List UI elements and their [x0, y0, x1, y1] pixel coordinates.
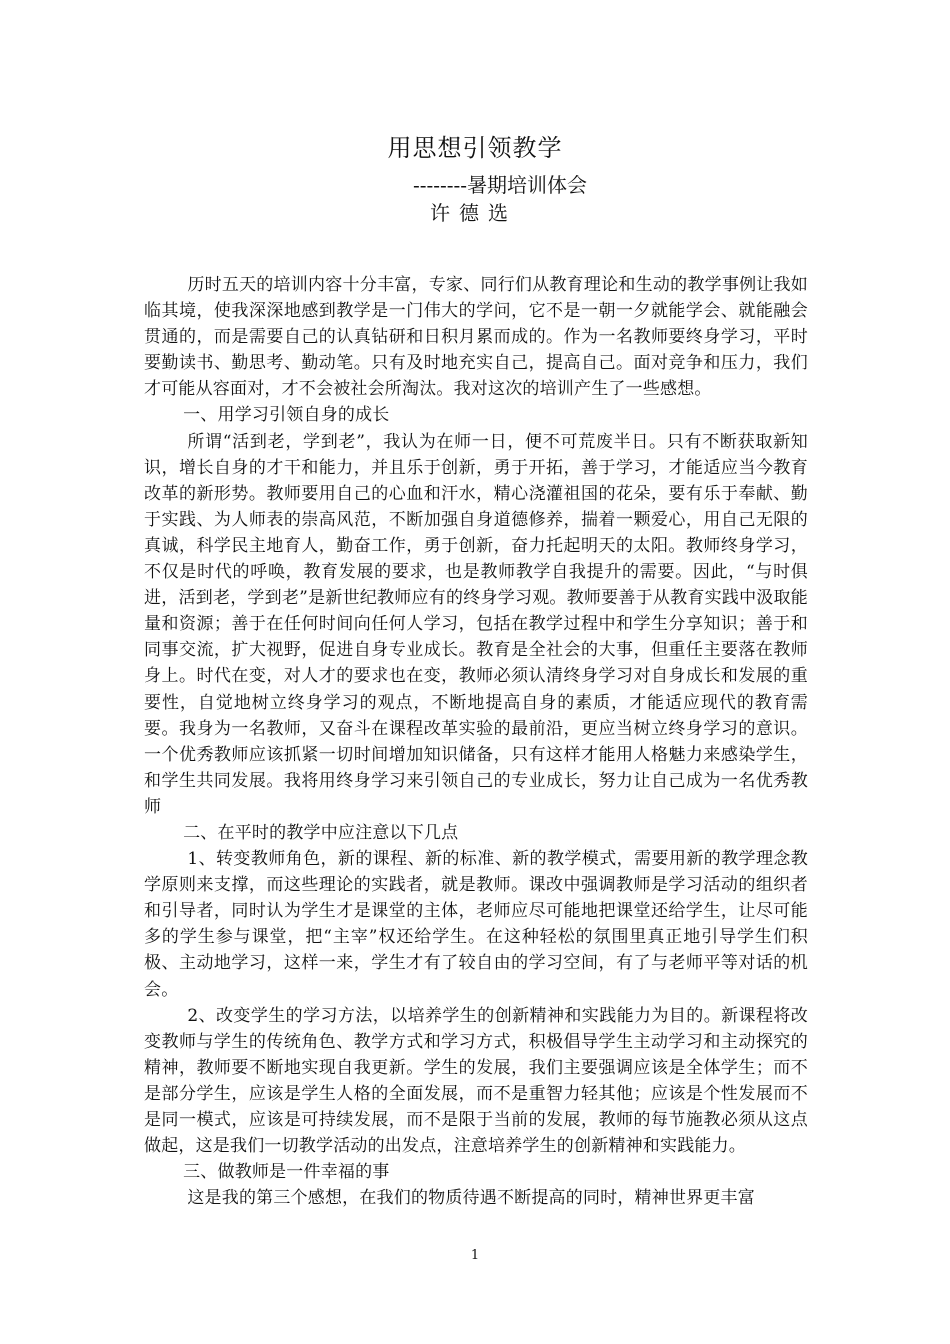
document-author: 许德选 — [430, 201, 517, 225]
document-subtitle: --------暑期培训体会 — [413, 173, 588, 197]
document-title: 用思想引领教学 — [387, 134, 563, 162]
section-heading-1: 一、用学习引领自身的成长 — [183, 405, 390, 426]
section-heading-3: 三、做教师是一件幸福的事 — [183, 1162, 390, 1183]
section-heading-2: 二、在平时的教学中应注意以下几点 — [183, 822, 459, 843]
document-body — [144, 272, 808, 1211]
page-number: 1 — [470, 1248, 480, 1263]
paragraph-learning-methods: 2、改变学生的学习方法，以培养学生的创新精神和实践能力为目的。新课程将改变教师与学生的传统角色、教学方式和学习方式，积极倡导学生主动学习和主动探究的精神，教师要不断地实现自我更新。学生的发展，我们主要强调应该是全体学生；而不是部分学生，应该是学生人格的全面发展，而不是重智力轻其他；应该是个性发展而不是同一模式，应该是可持续发展，而不是限于当前的发展，教师的每节施教必须从这点做起，这是我们一切教学活动的出发点，注意培养学生的创新精神和实践能力。 — [144, 1005, 808, 1157]
paragraph-happiness: 这是我的第三个感想，在我们的物质待遇不断提高的同时，精神世界更丰富 — [187, 1188, 755, 1209]
paragraph-teacher-role: 1、转变教师角色，新的课程、新的标准、新的教学模式，需要用新的教学理念教学原则来支撑，而这些理论的实践者，就是教师。课改中强调教师是学习活动的组织者和引导者，同时认为学生才是课堂的主体，老师应尽可能地把课堂还给学生，让尽可能多的学生参与课堂，把“主宰”权还给学生。在这种轻松的氛围里真正地引导学生们积极、主动地学习，这样一来，学生才有了较自由的学习空间，有了与老师平等对话的机会。 — [144, 849, 808, 1000]
paragraph-lifelong-learning: 所谓“活到老，学到老”，我认为在师一日，便不可荒废半日。只有不断获取新知识，增长自身的才干和能力，并且乐于创新，勇于开拓，善于学习，才能适应当今教育改革的新形势。教师要用自己的心血和汗水，精心浇灌祖国的花朵，要有乐于奉献、勤于实践、为人师表的崇高风范，不断加强自身道德修养，揣着一颗爱心，用自己无限的真诚，科学民主地育人，勤奋工作，勇于创新，奋力托起明天的太阳。教师终身学习，不仅是时代的呼唤，教育发展的要求，也是教师教学自我提升的需要。因此，“与时俱进，活到老，学到老”是新世纪教师应有的终身学习观。教师要善于从教育实践中汲取能量和资源；善于在任何时间向任何人学习，包括在教学过程中和学生分享知识；善于和同事交流，扩大视野，促进自身专业成长。教育是全社会的大事，但重任主要落在教师身上。时代在变，对人才的要求也在变，教师必须认清终身学习对自身成长和发展的重要性，自觉地树立终身学习的观点，不断地提高自身的素质，才能适应现代的教育需要。我身为一名教师，又奋斗在课程改革实验的最前沿，更应当树立终身学习的意识。一个优秀教师应该抓紧一切时间增加知识储备，只有这样才能用人格魅力来感染学生，和学生共同发展。我将用终身学习来引领自己的专业成长，努力让自己成为一名优秀教师 — [144, 431, 808, 817]
paragraph-intro: 历时五天的培训内容十分丰富，专家、同行们从教育理论和生动的教学事例让我如临其境，使我深深地感到教学是一门伟大的学问，它不是一朝一夕就能学会、就能融会贯通的，而是需要自己的认真钻研和日积月累而成的。作为一名教师要终身学习，平时要勤读书、勤思考、勤动笔。只有及时地充实自己，提高自己。面对竞争和压力，我们才可能从容面对，才不会被社会所淘汰。我对这次的培训产生了一些感想。 — [144, 275, 808, 400]
